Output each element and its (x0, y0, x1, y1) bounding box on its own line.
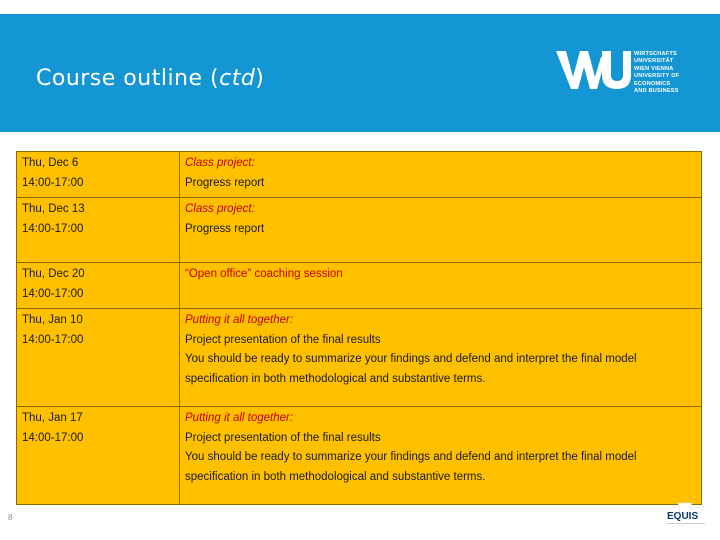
table-row (17, 407, 702, 505)
time-text: 14:00-17:00 (22, 176, 84, 189)
session-detail: Project presentation of the final results (185, 333, 381, 346)
page-number: 8 (8, 513, 13, 522)
description-cell (180, 198, 702, 263)
title-italic-text: ctd (219, 66, 256, 91)
time-text: 14:00-17:00 (22, 287, 84, 300)
date-text: Thu, Jan 17 (22, 412, 83, 424)
session-detail: You should be ready to summarize your findings and defend and interpret the final model specification in both methodological and substantive terms. (185, 353, 637, 385)
description-cell (180, 263, 702, 309)
equis-badge-text: EQUIS (667, 511, 699, 522)
session-label: Putting it all together: (185, 412, 294, 424)
session-label: Class project: (185, 157, 255, 169)
page-title (36, 66, 264, 91)
time-text: 14:00-17:00 (22, 431, 84, 444)
table-row (17, 309, 702, 407)
time-text: 14:00-17:00 (22, 222, 84, 235)
description-cell (180, 152, 702, 198)
date-cell (17, 152, 180, 198)
wu-logo (554, 47, 704, 119)
session-label: “Open office” coaching session (185, 268, 343, 280)
date-cell (17, 407, 180, 505)
title-end-text: ) (255, 66, 265, 91)
date-text: Thu, Dec 13 (22, 203, 85, 215)
title-text: Course outline ( (36, 66, 220, 91)
time-text: 14:00-17:00 (22, 333, 84, 346)
table-row (17, 152, 702, 198)
session-detail: You should be ready to summarize your findings and defend and interpret the final model specification in both methodological and substantive terms. (185, 451, 637, 483)
description-cell (180, 407, 702, 505)
date-cell (17, 263, 180, 309)
session-detail: Progress report (185, 176, 265, 189)
date-cell (17, 309, 180, 407)
session-detail: Progress report (185, 222, 265, 235)
session-detail: Project presentation of the final results (185, 431, 381, 444)
date-text: Thu, Dec 20 (22, 268, 85, 280)
table-row (17, 263, 702, 309)
date-text: Thu, Dec 6 (22, 157, 79, 169)
session-label: Putting it all together: (185, 314, 294, 326)
wu-logo-mark (554, 47, 632, 93)
date-text: Thu, Jan 10 (22, 314, 83, 326)
session-label: Class project: (185, 203, 255, 215)
description-cell (180, 309, 702, 407)
wu-logo-text: WIRTSCHAFTS UNIVERSITÄT WIEN VIENNA UNIVERSITY OF ECONOMICS AND BUSINESS (634, 51, 680, 95)
header-banner (0, 14, 720, 132)
table-row (17, 198, 702, 263)
equis-badge (664, 500, 710, 530)
date-cell (17, 198, 180, 263)
schedule-table (16, 151, 702, 505)
